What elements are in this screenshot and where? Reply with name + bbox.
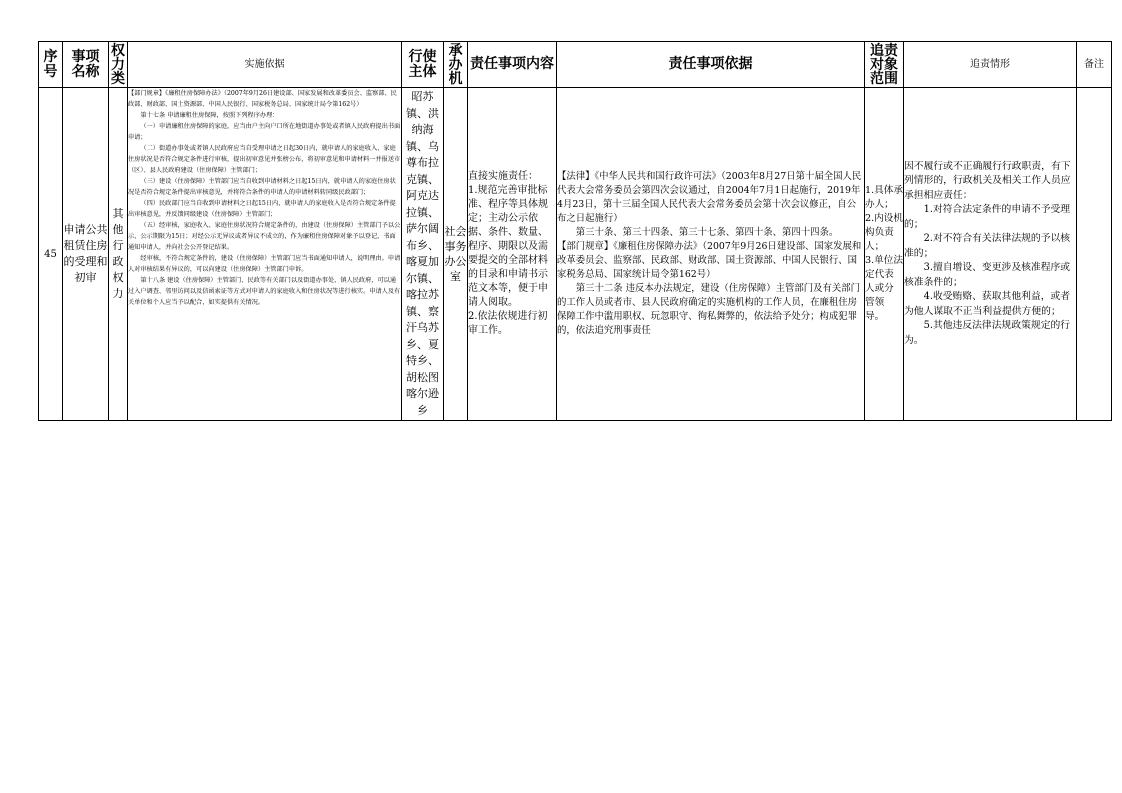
case-line: 因不履行或不正确履行行政职责，有下列情形的，行政机关及相关工作人员应承担相应责任： [904,160,1071,201]
header-subject: 行使主体 [402,42,444,88]
row-target [865,88,904,421]
responsibility-table [38,41,1112,421]
row-remark [1077,88,1112,421]
row-cases [904,88,1077,421]
row-subject: 昭苏镇、洪纳海镇、乌尊布拉克镇、阿克达拉镇、萨尔阔布乡、喀夏加尔镇、喀拉苏镇、察汗乌苏乡、夏特乡、胡松图喀尔逊乡 [402,88,444,421]
basis-line: （一）申请廉租住房保障的家庭，应当由户主向户口所在地街道办事处或者镇人民政府提出书面申请； [128,123,401,141]
row-basis [128,88,402,421]
row-resp [468,88,557,421]
case-line: 2.对不符合有关法律法规的予以核准的； [904,233,1071,259]
case-line: 1.对符合法定条件的申请不予受理的； [904,204,1071,230]
resp-line: 直接实施责任： [468,171,538,182]
basis-line: 【部门规章】《廉租住房保障办法》（2007年9月26日建设部、国家发展和改革委员会、监察部、民政部、财政部、国土资源部、中国人民银行、国家税务总局、国家统计局令第162号） [128,90,397,108]
header-resp: 责任事项内容 [468,42,557,88]
basis-line: 第十八条 建设（住房保障）主管部门、民政等有关部门以及街道办事处、镇人民政府，可以通过入户调查、邻里访问以及信函索证等方式对申请人的家庭收入和住房状况等进行核实。申请人及有关单位和个人应当予以配合，如实提供有关情况。 [128,277,401,306]
resp-line: 1.规范完善审批标准、程序等具体规定；主动公示依据、条件、数量、程序、期限以及需要提交的全部材料的目录和申请书示范文本等，便于申请人阅取。 [468,185,548,308]
row-resp-basis [557,88,865,421]
case-line: 4.收受贿赂、获取其他利益，或者为他人谋取不正当利益提供方便的； [904,291,1071,317]
header-row [39,42,1112,88]
target-line: 3.单位法定代表人或分管领导。 [865,255,903,322]
row-name: 申请公共租赁住房的受理和初审 [63,88,109,421]
header-cases: 追责情形 [904,42,1077,88]
basis-line: （四）民政部门应当自收到申请材料之日起15日内，就申请人的家庭收入是否符合规定条件提出审核意见，并反馈同级建设（住房保障）主管部门； [128,200,396,218]
target-line: 1.具体承办人； [865,185,903,210]
header-name: 事项名称 [63,42,109,88]
resp-basis-line: 【部门规章】《廉租住房保障办法》（2007年9月26日建设部、国家发展和改革委员会、监察部、民政部、财政部、国土资源部、中国人民银行、国家税务总局、国家统计局令第162号） [557,241,862,280]
header-basis: 实施依据 [128,42,402,88]
basis-line: （二）街道办事处或者镇人民政府应当自受理申请之日起30日内，就申请人的家庭收入、家庭住房状况是否符合规定条件进行审核，提出初审意见并张榜公布，将初审意见和申请材料一并报送市（区）、县人民政府建设（住房保障）主管部门； [128,145,401,174]
case-line: 3.擅自增设、变更涉及核准程序或核准条件的； [904,262,1071,288]
header-seq: 序号 [39,42,63,88]
case-line: 5.其他违反法律法规政策规定的行为。 [904,320,1071,346]
table-row [39,88,1112,421]
basis-line: 第十七条 申请廉租住房保障，按照下列程序办理： [140,112,279,119]
basis-line: 经审核，不符合规定条件的，建设（住房保障）主管部门应当书面通知申请人，说明理由。申请人对审核结果有异议的，可以向建设（住房保障）主管部门申诉。 [128,255,401,273]
row-org: 社会事务办公室 [444,88,468,421]
resp-line: 2.依法依规进行初审工作。 [468,311,548,336]
header-remark: 备注 [1077,42,1112,88]
header-resp-basis: 责任事项依据 [557,42,865,88]
basis-line: （五）经审核，家庭收入、家庭住房状况符合规定条件的，由建设（住房保障）主管部门予以公示，公示期限为15日；对经公示无异议或者异议不成立的，作为廉租住房保障对象予以登记，书面通知申请人，并向社会公开登记结果。 [128,222,401,251]
row-seq: 45 [39,88,63,421]
resp-basis-line: 【法律】《中华人民共和国行政许可法》（2003年8月27日第十届全国人民代表大会常务委员会第四次会议通过，自2004年7月1日起施行，2019年4月23日，第十三届全国人民代表大会常务委员会第十次会议修正，自公布之日起施行） [557,171,862,224]
row-kind: 其他行政权力 [109,88,128,421]
resp-basis-line: 第三十条、第三十四条、第三十七条、第四十条、第四十四条。 [575,227,839,238]
target-line: 2.内设机构负责人； [865,213,903,252]
resp-basis-line: 第三十二条 违反本办法规定，建设（住房保障）主管部门及有关部门的工作人员或者市、县人民政府确定的实施机构的工作人员，在廉租住房保障工作中滥用职权、玩忽职守、徇私舞弊的，依法给予处分；构成犯罪的，依法追究刑事责任 [557,283,861,336]
header-target: 追责对象范围 [865,42,904,88]
basis-line: （三）建设（住房保障）主管部门应当自收到申请材料之日起15日内，就申请人的家庭住房状况是否符合规定条件提出审核意见，并将符合条件的申请人的申请材料转同级民政部门； [128,178,396,196]
header-kind: 权力类 [109,42,128,88]
header-org: 承办机 [444,42,468,88]
